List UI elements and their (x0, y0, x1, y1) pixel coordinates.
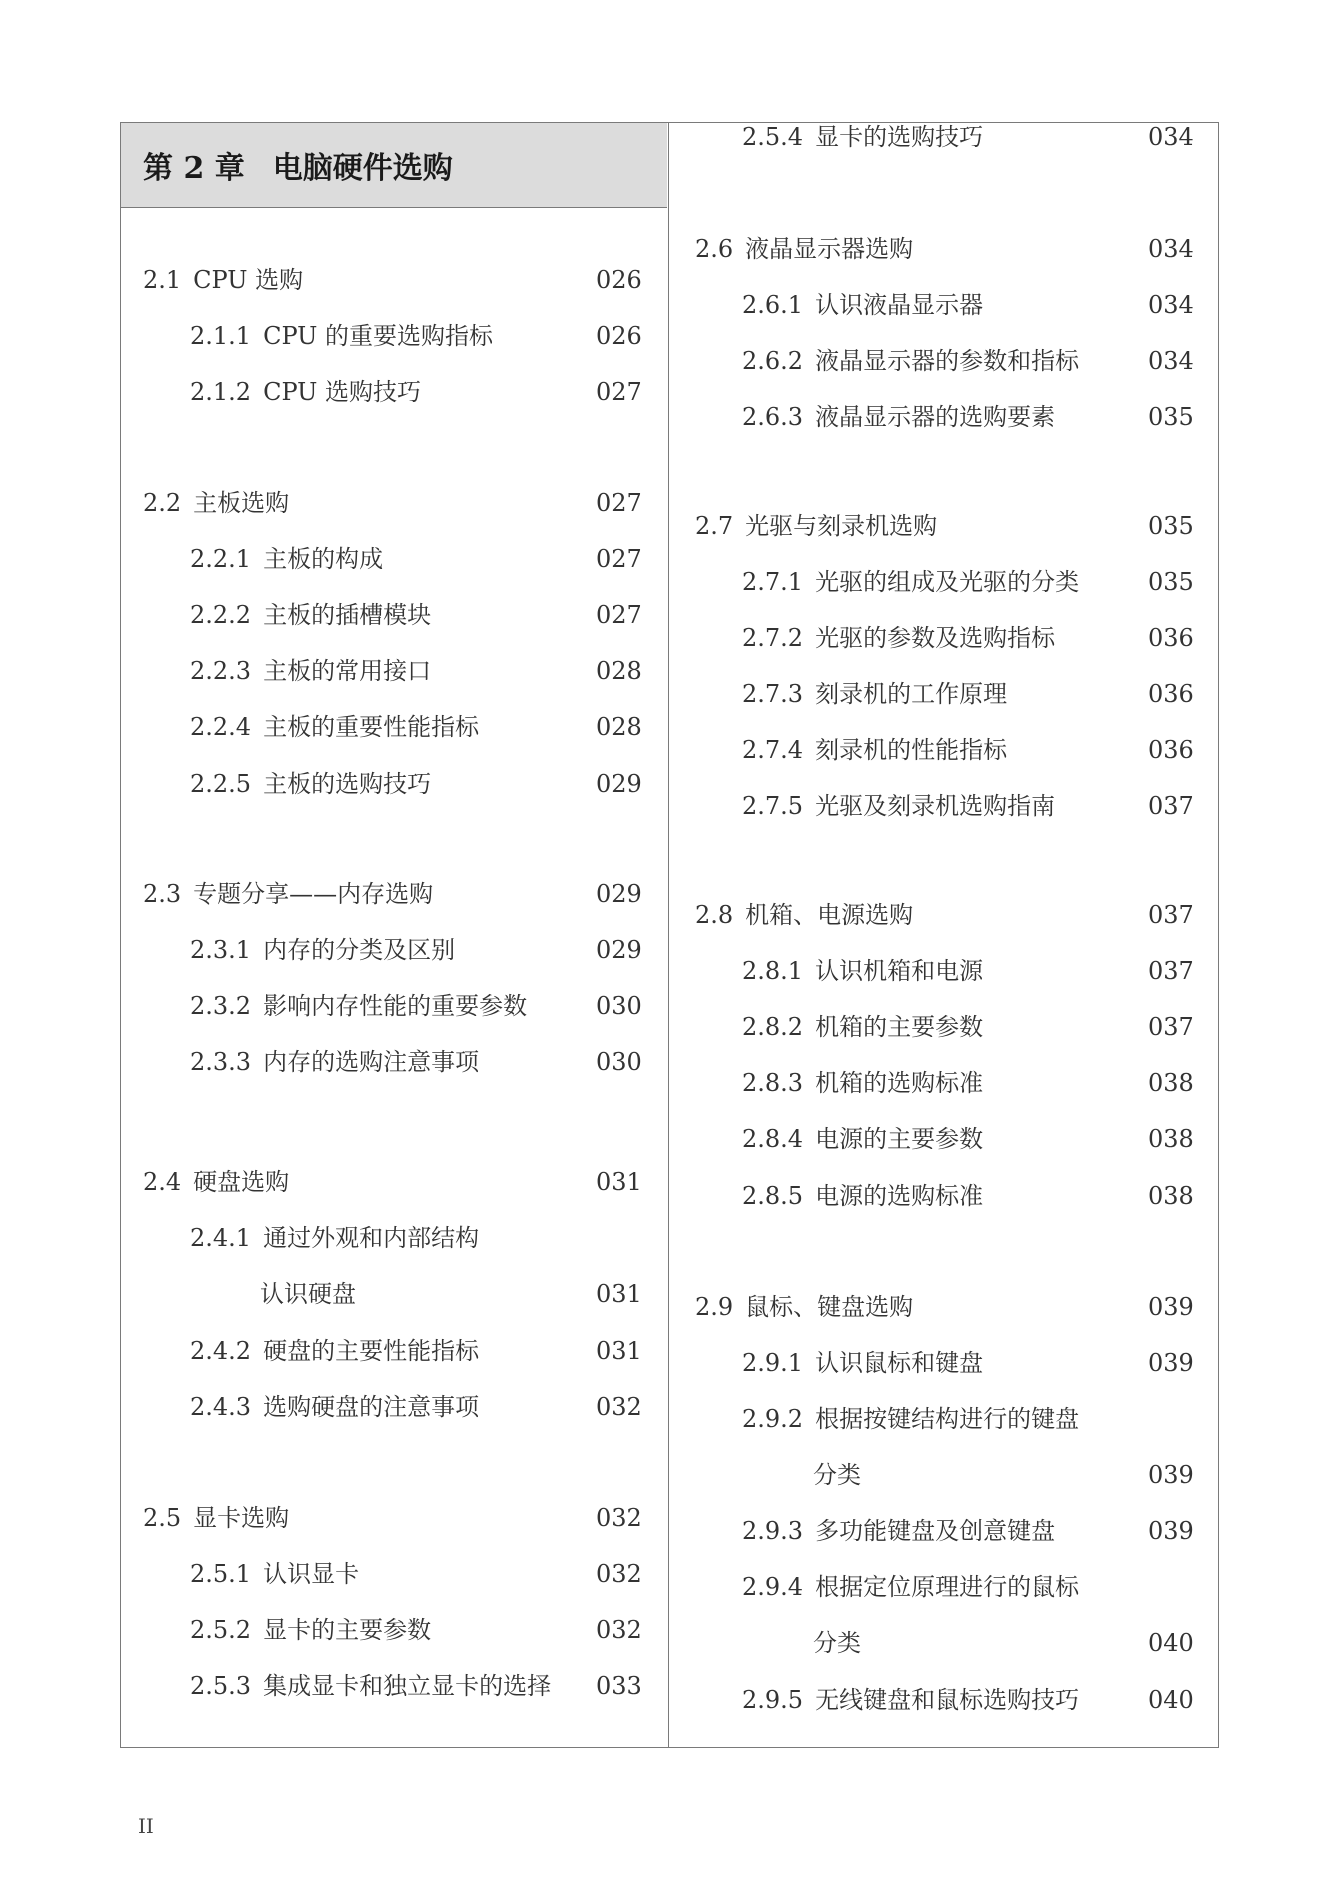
toc-page-number: 028 (596, 657, 642, 685)
toc-page-number: 037 (1148, 1013, 1194, 1041)
toc-page-number: 039 (1148, 1461, 1194, 1489)
toc-entry-number: 2.9.2 (742, 1405, 804, 1433)
toc-page-number: 029 (596, 770, 642, 798)
toc-page-number: 037 (1148, 957, 1194, 985)
toc-subsection-entry (742, 122, 983, 152)
toc-section-entry (143, 1503, 289, 1533)
toc-entry-title: 根据定位原理进行的鼠标 (815, 1573, 1080, 1601)
toc-entry-title: 认识鼠标和键盘 (815, 1349, 984, 1377)
toc-page-number: 040 (1148, 1629, 1194, 1657)
toc-page-number: 040 (1148, 1686, 1194, 1714)
toc-subsection-entry (742, 1124, 983, 1154)
toc-entry-number: 2.3.3 (190, 1048, 252, 1076)
toc-entry-number: 2.8 (695, 901, 734, 929)
toc-section-entry (143, 265, 303, 295)
toc-page-number: 036 (1148, 736, 1194, 764)
toc-entry-number: 2.7.1 (742, 568, 804, 596)
toc-entry-number: 2.4.3 (190, 1393, 252, 1421)
toc-entry-title: 显卡的主要参数 (263, 1616, 432, 1644)
toc-subsection-entry (742, 1012, 983, 1042)
toc-page-number: 030 (596, 992, 642, 1020)
toc-subsection-entry (742, 623, 1055, 653)
toc-subsection-entry (742, 1181, 983, 1211)
toc-entry-title: 认识硬盘 (260, 1280, 356, 1308)
page-folio: II (138, 1814, 154, 1838)
toc-entry-number: 2.6 (695, 235, 734, 263)
toc-section-entry (695, 900, 913, 930)
toc-section-entry (143, 488, 289, 518)
toc-page-number: 028 (596, 713, 642, 741)
toc-entry-title: 主板的插槽模块 (263, 601, 432, 629)
toc-page-number: 034 (1148, 123, 1194, 151)
toc-entry-number: 2.6.1 (742, 291, 804, 319)
toc-entry-number: 2.4.1 (190, 1224, 252, 1252)
toc-page-number: 031 (596, 1280, 642, 1308)
toc-page-number: 039 (1148, 1293, 1194, 1321)
chapter-name: 电脑硬件选购 (272, 151, 453, 186)
toc-subsection-entry (742, 735, 1007, 765)
toc-page-number: 027 (596, 601, 642, 629)
toc-entry-number: 2.7.4 (742, 736, 804, 764)
toc-entry-number: 2.7.2 (742, 624, 804, 652)
toc-entry-number: 2.2.2 (190, 601, 252, 629)
toc-subsection-entry (742, 1404, 1079, 1434)
toc-entry-title: 通过外观和内部结构 (263, 1224, 480, 1252)
toc-entry-title: 选购硬盘的注意事项 (263, 1393, 480, 1421)
toc-subsection-entry (742, 956, 983, 986)
toc-entry-number: 2.1.1 (190, 322, 252, 350)
toc-subsection-entry (742, 1516, 1055, 1546)
toc-entry-title: 刻录机的工作原理 (815, 680, 1008, 708)
toc-entry-title: 液晶显示器选购 (745, 235, 914, 263)
toc-entry-title: CPU 选购 (193, 266, 304, 294)
toc-entry-number: 2.8.4 (742, 1125, 804, 1153)
toc-subsection-entry (742, 290, 983, 320)
toc-entry-title: 显卡的选购技巧 (815, 123, 984, 151)
toc-entry-title: 集成显卡和独立显卡的选择 (263, 1672, 552, 1700)
toc-entry-title: CPU 选购技巧 (263, 378, 422, 406)
toc-subsection-entry (190, 1223, 479, 1253)
toc-entry-title: 认识机箱和电源 (815, 957, 984, 985)
toc-entry-title: 内存的分类及区别 (263, 936, 456, 964)
toc-subsection-entry (742, 791, 1055, 821)
toc-entry-number: 2.7 (695, 512, 734, 540)
toc-entry-number: 2.2 (143, 489, 182, 517)
toc-entry-title: 电源的主要参数 (815, 1125, 984, 1153)
toc-entry-number: 2.8.5 (742, 1182, 804, 1210)
toc-entry-number: 2.1.2 (190, 378, 252, 406)
toc-entry-title: 主板的构成 (263, 545, 384, 573)
toc-entry-number: 2.8.3 (742, 1069, 804, 1097)
toc-page-number: 038 (1148, 1125, 1194, 1153)
toc-entry-number: 2.6.2 (742, 347, 804, 375)
toc-entry-number: 2.3 (143, 880, 182, 908)
toc-entry-title: 光驱与刻录机选购 (745, 512, 938, 540)
toc-entry-title: 专题分享——内存选购 (193, 880, 434, 908)
toc-subsection-entry (190, 377, 421, 407)
toc-entry-number: 2.9.3 (742, 1517, 804, 1545)
toc-entry-number: 2.7.5 (742, 792, 804, 820)
toc-entry-title: 鼠标、键盘选购 (745, 1293, 914, 1321)
toc-entry-number: 2.3.1 (190, 936, 252, 964)
toc-page-number: 032 (596, 1393, 642, 1421)
toc-entry-title: 分类 (813, 1629, 861, 1657)
toc-subsection-entry (190, 1047, 479, 1077)
toc-subsection-entry (742, 1685, 1079, 1715)
toc-subsection-entry (742, 402, 1055, 432)
toc-section-entry (143, 1167, 289, 1197)
toc-subsection-entry (742, 567, 1079, 597)
toc-page-number: 031 (596, 1337, 642, 1365)
toc-page-number: 029 (596, 880, 642, 908)
toc-entry-title: 认识显卡 (263, 1560, 360, 1588)
toc-entry-title: 根据按键结构进行的键盘 (815, 1405, 1080, 1433)
toc-entry-title: 机箱、电源选购 (745, 901, 914, 929)
toc-entry-number: 2.9.4 (742, 1573, 804, 1601)
toc-page-number: 035 (1148, 512, 1194, 540)
toc-entry-title: 认识液晶显示器 (815, 291, 984, 319)
toc-page-number: 031 (596, 1168, 642, 1196)
toc-entry-title: 主板选购 (193, 489, 290, 517)
toc-entry-number: 2.2.1 (190, 545, 252, 573)
toc-entry-title: 刻录机的性能指标 (815, 736, 1008, 764)
toc-subsection-entry (742, 679, 1007, 709)
toc-entry-number: 2.6.3 (742, 403, 804, 431)
toc-subsection-entry (742, 1348, 983, 1378)
toc-section-entry (695, 234, 913, 264)
toc-entry-title: 硬盘选购 (193, 1168, 290, 1196)
toc-entry-number: 2.2.5 (190, 770, 252, 798)
toc-entry-number: 2.5.4 (742, 123, 804, 151)
toc-entry-title: 内存的选购注意事项 (263, 1048, 480, 1076)
toc-entry-title: 硬盘的主要性能指标 (263, 1337, 480, 1365)
toc-entry-title: 影响内存性能的重要参数 (263, 992, 528, 1020)
chapter-header (121, 123, 667, 208)
toc-entry-title: 显卡选购 (193, 1504, 290, 1532)
toc-subsection-entry (742, 1068, 983, 1098)
toc-entry-title: 电源的选购标准 (815, 1182, 984, 1210)
toc-page-number: 036 (1148, 624, 1194, 652)
toc-page-number: 032 (596, 1616, 642, 1644)
toc-entry-title: 主板的常用接口 (263, 657, 432, 685)
toc-entry-number: 2.2.4 (190, 713, 252, 741)
toc-entry-number: 2.8.2 (742, 1013, 804, 1041)
toc-page-number: 035 (1148, 568, 1194, 596)
toc-entry-title: 多功能键盘及创意键盘 (815, 1517, 1056, 1545)
toc-subsection-entry (190, 656, 431, 686)
toc-page-number: 034 (1148, 235, 1194, 263)
toc-section-entry (695, 1292, 913, 1322)
toc-page-number: 036 (1148, 680, 1194, 708)
chapter-title (143, 143, 453, 187)
toc-page-number: 037 (1148, 901, 1194, 929)
toc-page-number: 034 (1148, 291, 1194, 319)
toc-entry-number: 2.4 (143, 1168, 182, 1196)
toc-page-number: 027 (596, 378, 642, 406)
toc-entry-title: 光驱及刻录机选购指南 (815, 792, 1056, 820)
toc-entry-title: 光驱的参数及选购指标 (815, 624, 1056, 652)
toc-subsection-entry (190, 1615, 431, 1645)
toc-entry-continuation (260, 1279, 356, 1309)
toc-page-number: 038 (1148, 1069, 1194, 1097)
toc-page-number: 030 (596, 1048, 642, 1076)
toc-subsection-entry (190, 1559, 359, 1589)
toc-entry-title: CPU 的重要选购指标 (263, 322, 494, 350)
toc-page-number: 026 (596, 266, 642, 294)
toc-entry-number: 2.5.2 (190, 1616, 252, 1644)
toc-entry-title: 液晶显示器的选购要素 (815, 403, 1056, 431)
toc-subsection-entry (190, 769, 431, 799)
toc-entry-number: 2.4.2 (190, 1337, 252, 1365)
toc-entry-title: 液晶显示器的参数和指标 (815, 347, 1080, 375)
toc-page-number: 027 (596, 545, 642, 573)
toc-subsection-entry (742, 1572, 1079, 1602)
toc-subsection-entry (190, 600, 431, 630)
toc-entry-title: 分类 (813, 1461, 861, 1489)
toc-section-entry (143, 879, 433, 909)
toc-entry-number: 2.1 (143, 266, 182, 294)
toc-entry-title: 主板的选购技巧 (263, 770, 432, 798)
toc-entry-title: 主板的重要性能指标 (263, 713, 480, 741)
toc-entry-number: 2.9 (695, 1293, 734, 1321)
toc-page-number: 039 (1148, 1349, 1194, 1377)
toc-entry-number: 2.9.5 (742, 1686, 804, 1714)
toc-entry-number: 2.3.2 (190, 992, 252, 1020)
toc-page-number: 037 (1148, 792, 1194, 820)
toc-subsection-entry (190, 321, 493, 351)
toc-entry-title: 机箱的选购标准 (815, 1069, 984, 1097)
toc-subsection-entry (190, 1671, 551, 1701)
chapter-number: 第 2 章 (143, 151, 245, 186)
toc-page-number: 033 (596, 1672, 642, 1700)
toc-page-number: 027 (596, 489, 642, 517)
toc-page-number: 038 (1148, 1182, 1194, 1210)
toc-entry-number: 2.5.1 (190, 1560, 252, 1588)
toc-subsection-entry (190, 935, 455, 965)
toc-entry-number: 2.9.1 (742, 1349, 804, 1377)
toc-page-number: 032 (596, 1560, 642, 1588)
toc-page-number: 034 (1148, 347, 1194, 375)
toc-entry-continuation (813, 1628, 861, 1658)
toc-subsection-entry (190, 1336, 479, 1366)
toc-section-entry (695, 511, 937, 541)
toc-subsection-entry (190, 991, 527, 1021)
toc-entry-number: 2.8.1 (742, 957, 804, 985)
toc-entry-number: 2.2.3 (190, 657, 252, 685)
toc-entry-title: 无线键盘和鼠标选购技巧 (815, 1686, 1080, 1714)
column-divider (668, 122, 669, 1748)
toc-page-number: 035 (1148, 403, 1194, 431)
toc-page-number: 032 (596, 1504, 642, 1532)
toc-entry-title: 光驱的组成及光驱的分类 (815, 568, 1080, 596)
toc-entry-number: 2.5 (143, 1504, 182, 1532)
toc-page-number: 026 (596, 322, 642, 350)
toc-entry-title: 机箱的主要参数 (815, 1013, 984, 1041)
toc-entry-number: 2.5.3 (190, 1672, 252, 1700)
toc-subsection-entry (190, 712, 479, 742)
toc-page-number: 039 (1148, 1517, 1194, 1545)
toc-entry-continuation (813, 1460, 861, 1490)
toc-subsection-entry (190, 1392, 479, 1422)
toc-subsection-entry (742, 346, 1079, 376)
toc-entry-number: 2.7.3 (742, 680, 804, 708)
toc-subsection-entry (190, 544, 383, 574)
toc-page-number: 029 (596, 936, 642, 964)
